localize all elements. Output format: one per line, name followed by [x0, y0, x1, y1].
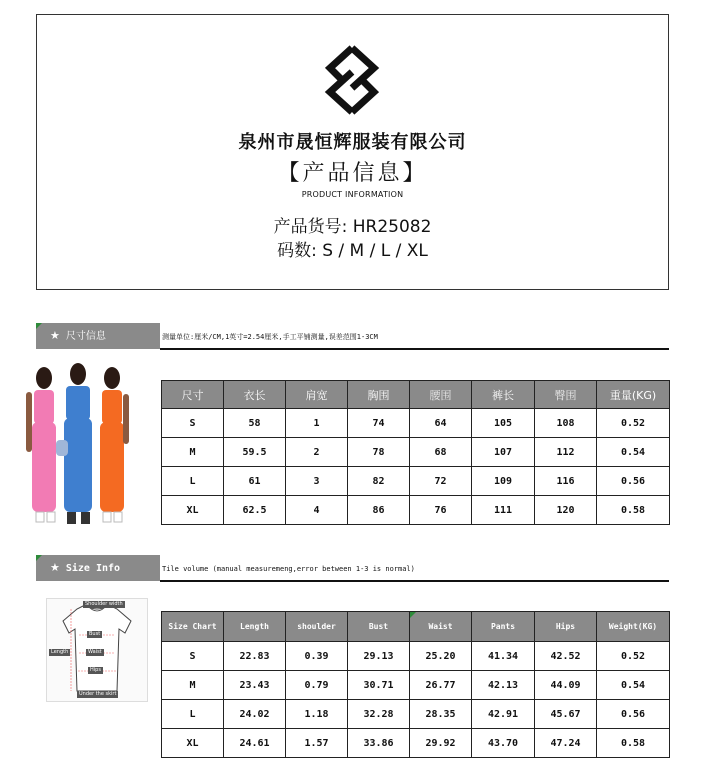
table-cell: 0.54: [597, 438, 670, 467]
section-header-en: [36, 555, 160, 581]
sketch-label-waist: Waist: [88, 649, 102, 655]
table-cell: 0.54: [597, 671, 670, 700]
table-cell: 42.13: [472, 671, 535, 700]
product-info-title: 【产品信息】: [277, 161, 428, 186]
table-cell: XL: [162, 729, 224, 758]
sketch-label-shoulder: Shoulder width: [85, 601, 123, 607]
model-orange: [100, 367, 129, 522]
star-icon: ★: [50, 329, 60, 342]
product-info-subtitle: PRODUCT INFORMATION: [301, 190, 404, 199]
table-cell: 59.5: [224, 438, 286, 467]
table-cell: 86: [348, 496, 410, 525]
column-header: Hips: [535, 612, 597, 642]
table-cell: 42.91: [472, 700, 535, 729]
table-cell: 28.35: [410, 700, 472, 729]
table-cell: 33.86: [348, 729, 410, 758]
section-header-cn: [36, 323, 160, 349]
table-cell: 1.57: [286, 729, 348, 758]
table-cell: 24.61: [224, 729, 286, 758]
model-blue: [56, 363, 92, 524]
column-header: 裤长: [472, 381, 535, 409]
table-cell: 0.58: [597, 729, 670, 758]
table-cell: 111: [472, 496, 535, 525]
column-header: Length: [224, 612, 286, 642]
model-pink: [26, 367, 56, 522]
table-row: [162, 700, 670, 729]
table-cell: 109: [472, 467, 535, 496]
column-header: 尺寸: [162, 381, 224, 409]
table-cell: 74: [348, 409, 410, 438]
table-cell: 29.13: [348, 642, 410, 671]
section-label-en: Size Info: [65, 563, 121, 574]
table-cell: L: [162, 467, 224, 496]
column-header: 胸围: [348, 381, 410, 409]
table-cell: 0.79: [286, 671, 348, 700]
table-row: [162, 729, 670, 758]
table-cell: 108: [535, 409, 597, 438]
column-header: 肩宽: [286, 381, 348, 409]
table-cell: 32.28: [348, 700, 410, 729]
table-cell: 24.02: [224, 700, 286, 729]
product-sizes: 码数: S / M / L / XL: [277, 241, 428, 261]
table-cell: 29.92: [410, 729, 472, 758]
table-cell: 0.56: [597, 700, 670, 729]
column-header: 臀围: [535, 381, 597, 409]
column-header-label: Waist: [428, 621, 453, 631]
table-cell: 116: [535, 467, 597, 496]
table-cell: 43.70: [472, 729, 535, 758]
table-cell: 0.52: [597, 409, 670, 438]
table-cell: 22.83: [224, 642, 286, 671]
table-cell: 4: [286, 496, 348, 525]
section-divider-cn: [160, 348, 669, 350]
green-corner-mark: [36, 555, 42, 561]
product-photo: [20, 360, 136, 532]
table-cell: XL: [162, 496, 224, 525]
table-row: [162, 409, 670, 438]
table-cell: M: [162, 671, 224, 700]
size-table-cn: [161, 380, 670, 525]
table-cell: 107: [472, 438, 535, 467]
table-cell: 41.34: [472, 642, 535, 671]
table-cell: M: [162, 438, 224, 467]
size-table-en: [161, 611, 670, 758]
table-cell: 76: [410, 496, 472, 525]
table-cell: 42.52: [535, 642, 597, 671]
table-cell: 2: [286, 438, 348, 467]
table-row: [162, 496, 670, 525]
product-code: 产品货号: HR25082: [273, 217, 432, 237]
table-row: [162, 642, 670, 671]
table-cell: 62.5: [224, 496, 286, 525]
sketch-label-hips: Hips: [90, 667, 101, 673]
section-label-cn: 尺寸信息: [65, 331, 106, 342]
table-cell: L: [162, 700, 224, 729]
column-header: 重量(KG): [597, 381, 670, 409]
table-cell: S: [162, 642, 224, 671]
sketch-label-bust: Bust: [89, 631, 101, 637]
table-cell: 0.39: [286, 642, 348, 671]
table-cell: 23.43: [224, 671, 286, 700]
table-cell: 64: [410, 409, 472, 438]
column-header: Size Chart: [162, 612, 224, 642]
table-cell: 0.58: [597, 496, 670, 525]
column-header: 腰围: [410, 381, 472, 409]
green-corner-mark: [36, 323, 42, 329]
star-icon: ★: [50, 561, 60, 574]
table-cell: 26.77: [410, 671, 472, 700]
table-cell: 61: [224, 467, 286, 496]
table-cell: 105: [472, 409, 535, 438]
table-cell: 58: [224, 409, 286, 438]
sketch-label-length: Length: [51, 649, 69, 655]
green-corner-mark: [410, 612, 416, 618]
table-cell: 68: [410, 438, 472, 467]
table-cell: 1.18: [286, 700, 348, 729]
measurement-sketch: [46, 598, 148, 702]
table-cell: 120: [535, 496, 597, 525]
column-header: [410, 612, 472, 642]
table-row: [162, 467, 670, 496]
column-header: Weight(KG): [597, 612, 670, 642]
table-cell: 30.71: [348, 671, 410, 700]
table-cell: 82: [348, 467, 410, 496]
section-note-en: Tile volume (manual measuremeng,error between 1-3 is normal): [162, 565, 415, 573]
table-row: [162, 671, 670, 700]
table-cell: 0.56: [597, 467, 670, 496]
table-cell: 0.52: [597, 642, 670, 671]
table-cell: 47.24: [535, 729, 597, 758]
table-cell: S: [162, 409, 224, 438]
table-cell: 112: [535, 438, 597, 467]
company-logo-icon: [322, 42, 382, 118]
table-row: [162, 438, 670, 467]
table-cell: 78: [348, 438, 410, 467]
table-cell: 1: [286, 409, 348, 438]
column-header: Pants: [472, 612, 535, 642]
company-name: 泉州市晟恒辉服装有限公司: [238, 132, 467, 153]
table-cell: 72: [410, 467, 472, 496]
column-header: shoulder: [286, 612, 348, 642]
section-note-cn: 测量单位:厘米/CM,1英寸=2.54厘米,手工平铺测量,误差范围1-3CM: [162, 333, 378, 341]
section-divider-en: [160, 580, 669, 582]
column-header: 衣长: [224, 381, 286, 409]
sketch-label-under: Under the skirt: [79, 691, 117, 697]
table-header-row: [162, 612, 670, 642]
table-cell: 45.67: [535, 700, 597, 729]
table-header-row: [162, 381, 670, 409]
column-header: Bust: [348, 612, 410, 642]
table-cell: 3: [286, 467, 348, 496]
table-cell: 44.09: [535, 671, 597, 700]
table-cell: 25.20: [410, 642, 472, 671]
